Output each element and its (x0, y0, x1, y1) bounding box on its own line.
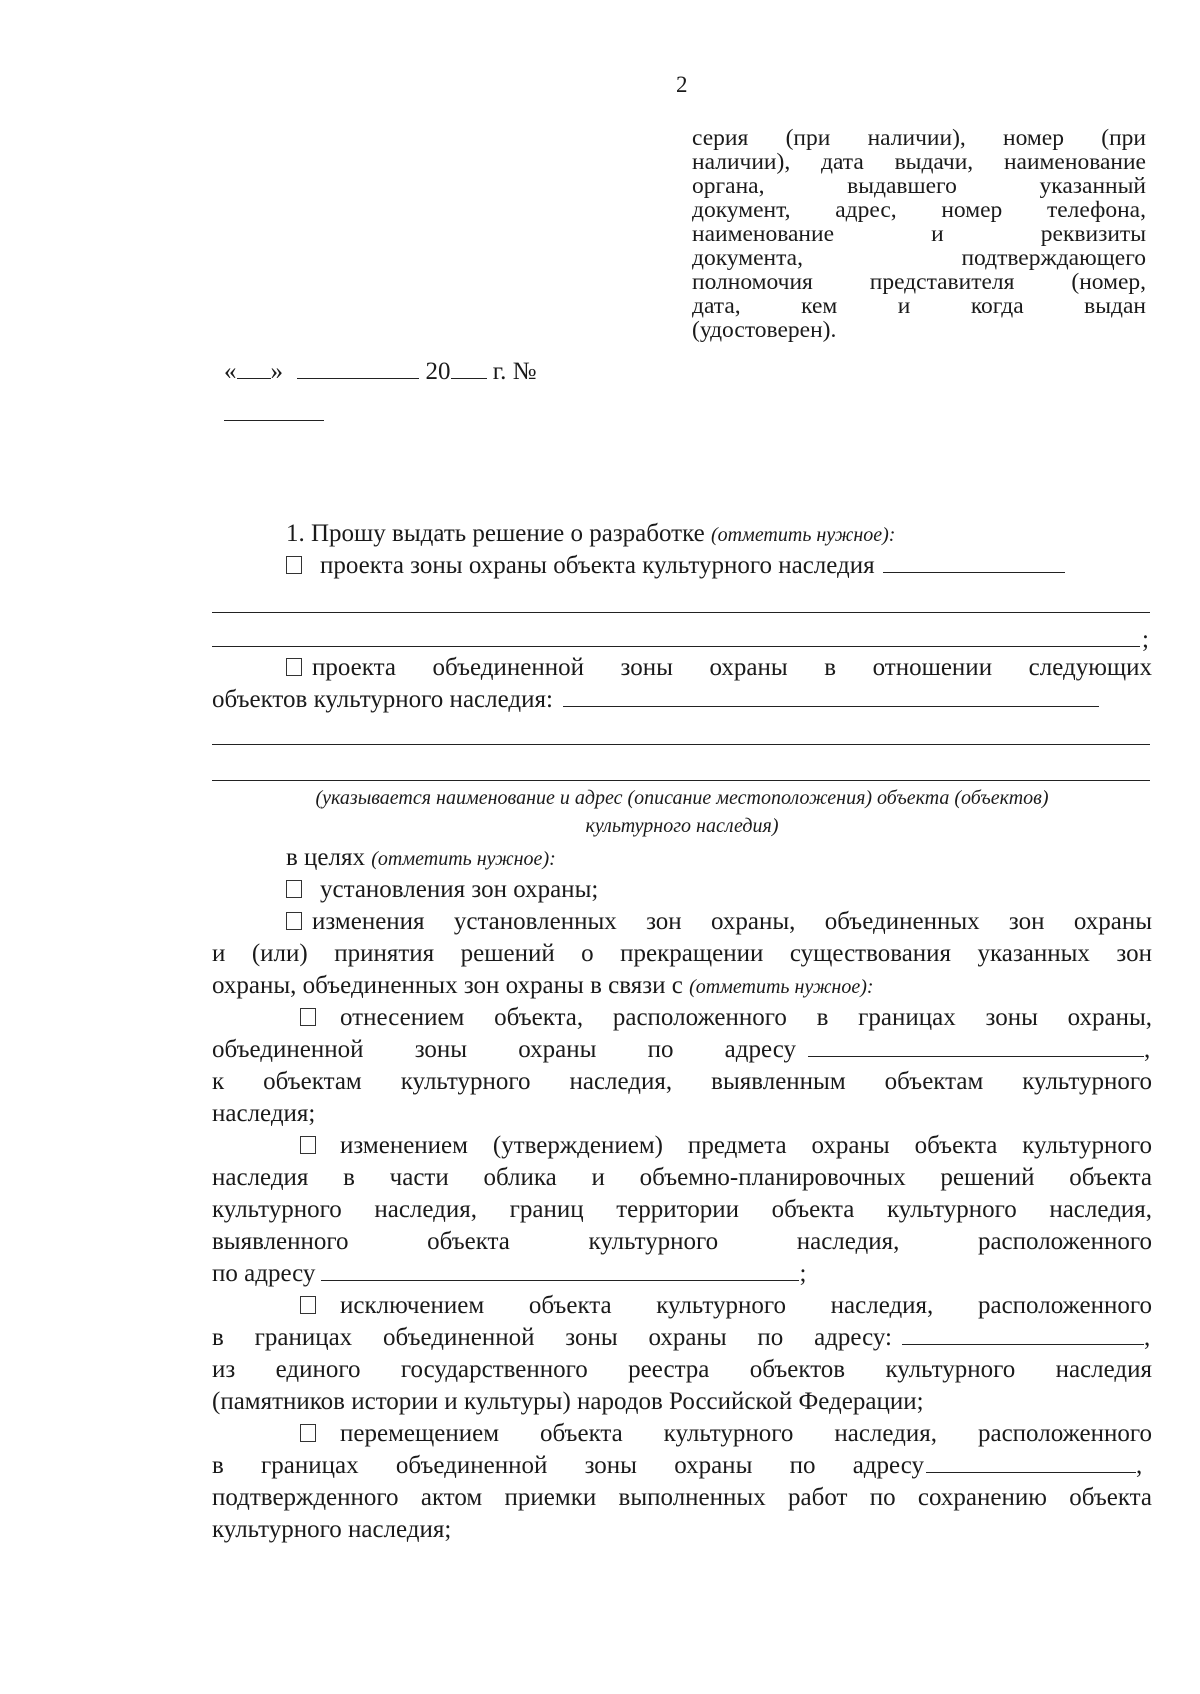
option-change-line-3: охраны, объединенных зон охраны в связи с (212, 972, 683, 999)
applicant-line: документа, подтверждающего (692, 246, 1146, 270)
checkbox-establish[interactable] (286, 880, 302, 898)
reason-2-line: наследия в части облика и объемно-планировочных решений объекта (212, 1164, 1152, 1191)
purpose-intro-text: в целях (286, 844, 366, 871)
purpose-intro-note: (отметить нужное): (371, 848, 556, 870)
united-objects-field-line[interactable] (212, 780, 1150, 781)
reason-2-label: изменением (утверждением) предмета охраны объекта культурного (340, 1132, 1152, 1159)
option-united (212, 652, 1152, 716)
open-quote: « (224, 358, 237, 385)
close-quote: » (270, 358, 283, 385)
reason-1-label: отнесением объекта, расположенного в границах зоны охраны, (340, 1004, 1152, 1031)
reason-4-address-label: в границах объединенной зоны охраны по адресу (212, 1452, 924, 1479)
reason-1-line: наследия; (212, 1100, 316, 1127)
option-zone-project (212, 550, 1152, 582)
date-number-line (224, 356, 537, 386)
checkbox-reason-4[interactable] (300, 1424, 316, 1442)
reason-3-address-label: в границах объединенной зоны охраны по адресу: (212, 1324, 892, 1351)
option-change-line (212, 970, 1152, 1002)
number-label: г. № (492, 358, 537, 385)
reason-2-line: культурного наследия, границ территории объекта культурного наследия, (212, 1196, 1152, 1223)
reason-4 (212, 1418, 1152, 1450)
page-number: 2 (676, 72, 688, 97)
reason-1-address-label: объединенной зоны охраны по адресу (212, 1036, 796, 1063)
applicant-details-block (692, 126, 1146, 342)
united-objects-field-line[interactable] (212, 744, 1150, 745)
reason-3-line: (памятников истории и культуры) народов Российской Федерации; (212, 1388, 924, 1415)
reason-2-line: выявленного объекта культурного наследия, расположенного (212, 1228, 1152, 1255)
semicolon: ; (1142, 626, 1149, 653)
option-change-line: и (или) принятия решений о прекращении существования указанных зон (212, 940, 1152, 967)
request-text: 1. Прошу выдать решение о разработке (286, 520, 705, 547)
purposes (212, 842, 1152, 1002)
reason-1-line (212, 1034, 1152, 1066)
reason-3-label: исключением объекта культурного наследия, расположенного (340, 1292, 1152, 1319)
day-field[interactable] (237, 356, 271, 379)
checkbox-zone-project[interactable] (286, 556, 302, 574)
reason-3-line: из единого государственного реестра объектов культурного наследия (212, 1356, 1152, 1383)
section-1 (212, 518, 1152, 582)
applicant-line: (удостоверен). (692, 318, 837, 342)
year-prefix: 20 (425, 358, 451, 385)
reason-4-line: подтвержденного актом приемки выполненных работ по сохранению объекта (212, 1484, 1152, 1511)
option-establish (212, 874, 1152, 906)
checkbox-reason-3[interactable] (300, 1296, 316, 1314)
checkbox-reason-1[interactable] (300, 1008, 316, 1026)
number-field[interactable] (224, 420, 324, 421)
zone-project-object-field[interactable] (883, 550, 1065, 573)
option-united-line (212, 684, 1152, 716)
zone-project-object-field-line[interactable] (212, 612, 1150, 613)
reason-3-comma: , (1144, 1324, 1151, 1351)
applicant-line: дата, кем и когда выдан (692, 294, 1146, 318)
reason-1-comma: , (1144, 1036, 1151, 1063)
request-note: (отметить нужное): (710, 524, 896, 546)
reason-4-label: перемещением объекта культурного наследия, расположенного (340, 1420, 1152, 1447)
option-united-label-2: объектов культурного наследия: (212, 686, 553, 713)
checkbox-united-zone[interactable] (286, 658, 302, 676)
reason-3 (212, 1290, 1152, 1322)
purpose-intro (212, 842, 1152, 874)
reason-3-address-field[interactable] (902, 1322, 1144, 1345)
reason-4-comma: , (1136, 1452, 1143, 1479)
reason-4-line: культурного наследия; (212, 1516, 452, 1543)
united-objects-field[interactable] (563, 684, 1099, 707)
reason-1-line: к объектам культурного наследия, выявленным объектам культурного (212, 1068, 1152, 1095)
option-change-label: изменения установленных зон охраны, объединенных зон охраны (312, 908, 1152, 935)
option-united-line (212, 652, 1152, 684)
reason-2-address-field[interactable] (321, 1258, 799, 1281)
reason-2-address-label: по адресу (212, 1260, 316, 1287)
request-line (212, 518, 1152, 550)
applicant-line: наименование и реквизиты (692, 222, 1146, 246)
reason-2 (212, 1130, 1152, 1162)
field-caption (212, 784, 1152, 840)
reason-1 (212, 1002, 1152, 1034)
reason-4-line (212, 1450, 1152, 1482)
reason-1-address-field[interactable] (808, 1034, 1144, 1057)
zone-project-object-field-line[interactable] (212, 646, 1140, 647)
applicant-line: полномочия представителя (номер, (692, 270, 1146, 294)
month-field[interactable] (297, 356, 419, 379)
option-change (212, 906, 1152, 938)
reason-4-address-field[interactable] (926, 1450, 1136, 1473)
year-field[interactable] (451, 356, 487, 379)
option-establish-label: установления зон охраны; (320, 876, 599, 903)
applicant-line: документ, адрес, номер телефона, (692, 198, 1146, 222)
checkbox-change[interactable] (286, 912, 302, 930)
reason-2-semicolon: ; (799, 1260, 807, 1287)
applicant-line: серия (при наличии), номер (при (692, 126, 1146, 150)
checkbox-reason-2[interactable] (300, 1136, 316, 1154)
option-zone-project-label: проекта зоны охраны объекта культурного наследия (320, 552, 875, 579)
caption-line: (указывается наименование и адрес (описание местоположения) объекта (объектов) (315, 787, 1049, 809)
reasons (212, 1002, 1152, 1546)
applicant-line: органа, выдавшего указанный (692, 174, 1146, 198)
reason-3-line (212, 1322, 1152, 1354)
applicant-line: наличии), дата выдачи, наименование (692, 150, 1146, 174)
option-change-note: (отметить нужное): (689, 976, 874, 998)
reason-2-line (212, 1258, 1152, 1290)
caption-line: культурного наследия) (585, 815, 779, 837)
option-united-label: проекта объединенной зоны охраны в отношении следующих (312, 654, 1152, 681)
